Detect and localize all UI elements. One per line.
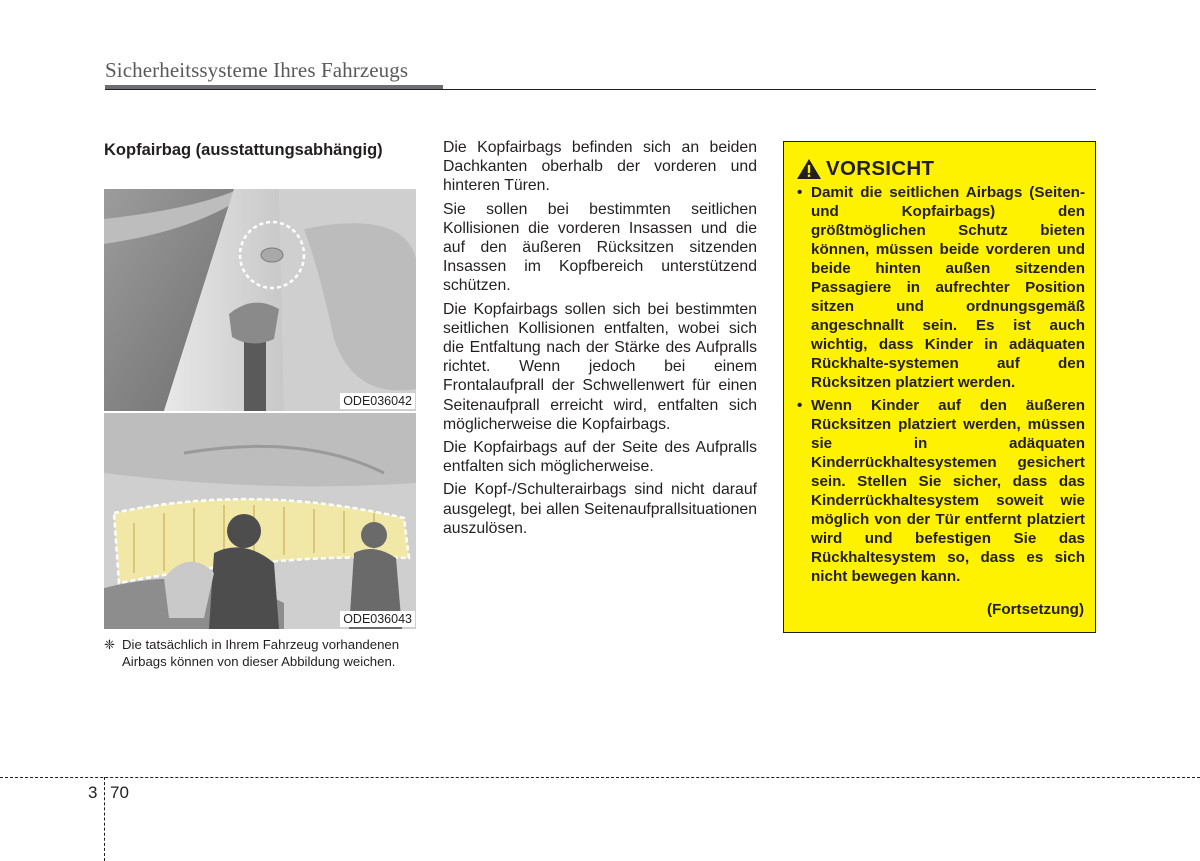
- figure-b-pillar: [104, 189, 416, 411]
- page-number: 70: [110, 783, 129, 802]
- figure-code: ODE036043: [340, 611, 415, 627]
- section-title: Kopfairbag (ausstattungsabhängig): [104, 141, 383, 159]
- continuation-note: (Fortsetzung): [986, 601, 1084, 618]
- bullet: •: [797, 184, 803, 201]
- caution-box: [783, 141, 1096, 633]
- caution-item-text: Damit die seitlichen Airbags (Seiten- und Kopfairbags) den größtmöglichen Schutz bieten können, müssen beide vorderen und beide hinten außen sitzenden Passagiere in aufrechter Position sitzen und ordnungsgemäß angeschnallt sein. Es ist auch wichtig, dass Kinder in adäquaten Rückhalte-systemen auf den Rücksitzen platziert werden.: [811, 184, 1085, 391]
- caution-title: VORSICHT: [826, 157, 935, 180]
- b-pillar-illustration: [104, 189, 416, 411]
- footer-divider: [104, 777, 105, 861]
- note-mark: ❈: [104, 637, 116, 652]
- figure-note: [104, 636, 404, 670]
- caution-item-text: Wenn Kinder auf den äußeren Rücksitzen platziert werden, müssen sie in adäquaten Kinderrückhaltesystemen gesichert sein. Stellen Sie sicher, dass das Kinderrückhaltesystem soweit wie möglich von der Tür entfernt platziert wird und befestigen Sie das Rückhaltesystem so, dass es sich nicht bewegen kann.: [811, 397, 1085, 585]
- curtain-airbag-illustration: [104, 413, 416, 629]
- body-paragraph: Sie sollen bei bestimmten seitlichen Kollisionen die vorderen Insassen und die auf den äußeren Rücksitzen sitzenden Insassen im Kopfbereich unterstützend schützen.: [443, 200, 757, 295]
- body-paragraph: Die Kopf-/Schulterairbags sind nicht darauf ausgelegt, bei allen Seitenaufprallsituationen auszulösen.: [443, 481, 757, 537]
- caution-item: [796, 183, 1085, 392]
- warning-triangle-icon: [796, 158, 822, 180]
- footer-rule: [0, 777, 1200, 778]
- body-paragraph: Die Kopfairbags sollen sich bei bestimmten seitlichen Kollisionen entfalten, wobei sich die Entfaltung nach der Stärke des Aufpralls richtet. Wenn jedoch bei einem Frontalaufprall der Schwellenwert für einen Seitenaufprall erreicht wird, entfalten sich möglicherweise die Kopfairbags.: [443, 300, 757, 433]
- body-text: [443, 138, 757, 542]
- body-paragraph: Die Kopfairbags auf der Seite des Aufpralls entfalten sich möglicherweise.: [443, 439, 757, 476]
- figure-curtain-airbag: [104, 413, 416, 629]
- header-rule: [105, 89, 1096, 90]
- bullet: •: [797, 397, 803, 414]
- body-paragraph: Die Kopfairbags befinden sich an beiden Dachkanten oberhalb der vorderen und hinteren Türen.: [443, 139, 757, 195]
- caution-header: [796, 157, 934, 181]
- figure-code: ODE036042: [340, 393, 415, 409]
- caution-item: [796, 396, 1085, 586]
- caution-list: [796, 183, 1085, 590]
- note-text: Die tatsächlich in Ihrem Fahrzeug vorhandenen Airbags können von dieser Abbildung weichen.: [122, 637, 400, 669]
- chapter-number: 3: [88, 783, 98, 802]
- running-header: Sicherheitssysteme Ihres Fahrzeugs: [105, 58, 409, 82]
